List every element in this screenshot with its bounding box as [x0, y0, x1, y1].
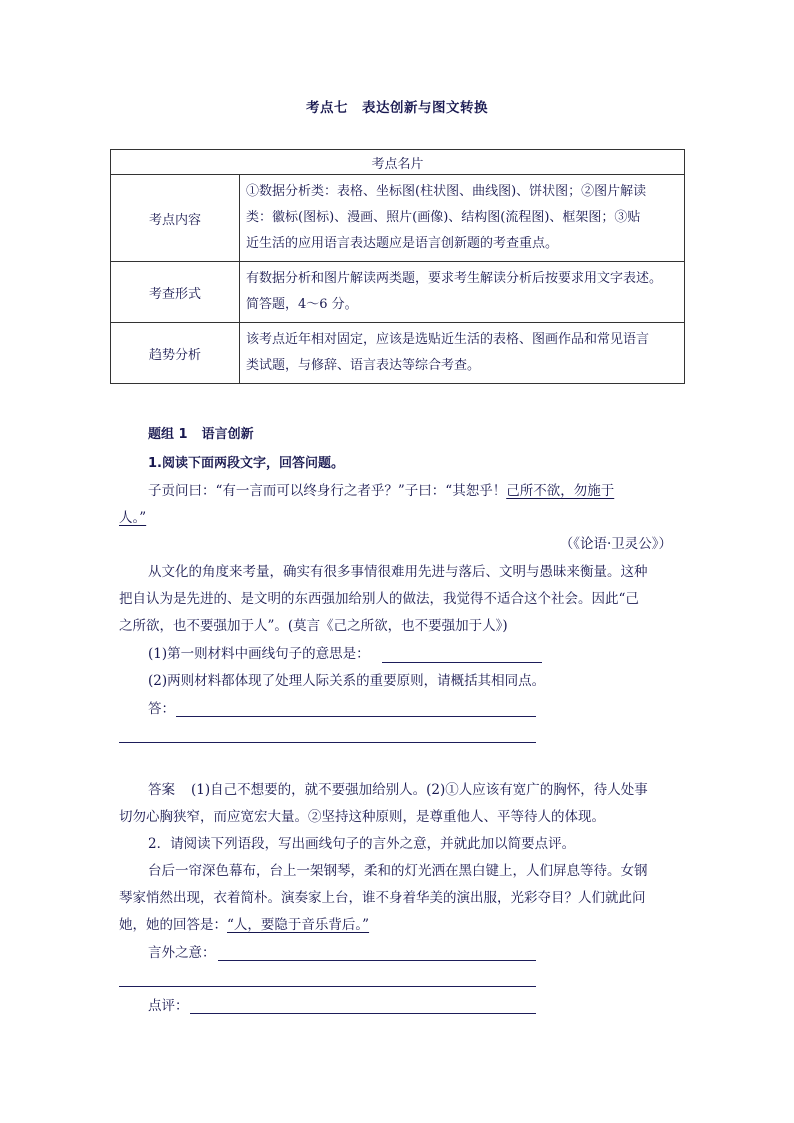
passage-text: 她，她的回答是： — [119, 917, 227, 933]
q2-passage-line — [119, 916, 369, 934]
q1-source: （《论语·卫灵公》） — [559, 536, 672, 552]
content-line: 类试题，与修辞、语言表达等综合考查。 — [246, 358, 481, 373]
answer-heading: 答案 — [148, 782, 175, 798]
q2-passage-line: 台后一帘深色幕布，台上一架钢琴，柔和的灯光洒在黑白键上，人们屏息等待。女钢 — [148, 863, 648, 879]
answer-label: 答： — [148, 701, 175, 717]
answer-text: (1)自己不想要的，就不要强加给别人。(2)①人应该有宽广的胸怀，待人处事 — [191, 782, 648, 798]
content-line: ①数据分析类：表格、坐标图(柱状图、曲线图)、饼状图；②图片解读 — [246, 184, 647, 199]
answer-blank[interactable] — [382, 662, 542, 663]
q1-passage2-line: 从文化的角度来考量，确实有很多事情很难用先进与落后、文明与愚昧来衡量。这种 — [148, 564, 648, 580]
q1-sub1: (1)第一则材料中画线句子的意思是： — [148, 646, 370, 662]
row-content — [240, 323, 685, 384]
q1-passage1 — [148, 482, 614, 500]
row-label: 考查形式 — [111, 262, 240, 323]
group-name: 语言创新 — [201, 427, 254, 442]
table-row — [111, 262, 685, 323]
q2-passage-line: 琴家悄然出现，衣着简朴。演奏家上台，谁不身着华美的演出服，光彩夺目？人们就此问 — [119, 890, 646, 906]
content-line: 有数据分析和图片解读两类题，要求考生解读分析后按要求用文字表述。 — [246, 271, 663, 286]
answer1-line — [148, 781, 648, 799]
underlined-sentence-end: 人。” — [119, 510, 147, 526]
underlined-sentence: 己所不欲，勿施于 — [506, 483, 615, 499]
underlined-sentence: “人，要隐于音乐背后。” — [227, 917, 370, 933]
row-label: 趋势分析 — [111, 323, 240, 384]
page-title: 考点七 表达创新与图文转换 — [306, 100, 488, 116]
answer-blank[interactable] — [119, 986, 536, 987]
answer1-line: 切勿心胸狭窄，而应宽宏大量。②坚持这种原则，是尊重他人、平等待人的体现。 — [119, 809, 605, 825]
row-label: 考点内容 — [111, 175, 240, 262]
content-line: 简答题，4～6 分。 — [246, 297, 358, 312]
row-content — [240, 175, 685, 262]
comment-label: 点评： — [148, 998, 189, 1014]
q1-passage2-line: 之所欲，也不要强加于人”。(莫言《己之所欲，也不要强加于人》) — [119, 618, 508, 634]
content-line: 近生活的应用语言表达题应是语言创新题的考查重点。 — [246, 236, 559, 251]
passage-text: 子贡问曰：“有一言而可以终身行之者乎？”子曰：“其恕乎！ — [148, 483, 507, 499]
content-line: 类：徽标(图标)、漫画、照片(画像)、结构图(流程图)、框架图；③贴 — [246, 210, 641, 225]
answer-blank[interactable] — [176, 716, 536, 717]
q1-passage2-line: 把自认为是先进的、是文明的东西强加给别人的做法，我觉得不适合这个社会。因此“己 — [119, 591, 639, 607]
answer-blank[interactable] — [119, 742, 536, 743]
q1-prompt: 1.阅读下面两段文字，回答问题。 — [148, 456, 344, 471]
row-content — [240, 262, 685, 323]
content-line: 该考点近年相对固定，应该是选贴近生活的表格、图画作品和常见语言 — [246, 332, 650, 347]
group-label: 题组 1 — [148, 427, 188, 442]
q2-prompt: 2．请阅读下列语段，写出画线句子的言外之意，并就此加以简要点评。 — [148, 836, 576, 852]
table-row — [111, 175, 685, 262]
table-row — [111, 323, 685, 384]
answer-blank[interactable] — [218, 960, 536, 961]
group-heading — [148, 426, 254, 444]
exam-point-card — [110, 149, 685, 384]
card-header: 考点名片 — [111, 150, 685, 175]
implication-label: 言外之意： — [148, 945, 216, 961]
answer-blank[interactable] — [190, 1013, 536, 1014]
q1-sub2: (2)两则材料都体现了处理人际关系的重要原则，请概括其相同点。 — [148, 673, 546, 689]
